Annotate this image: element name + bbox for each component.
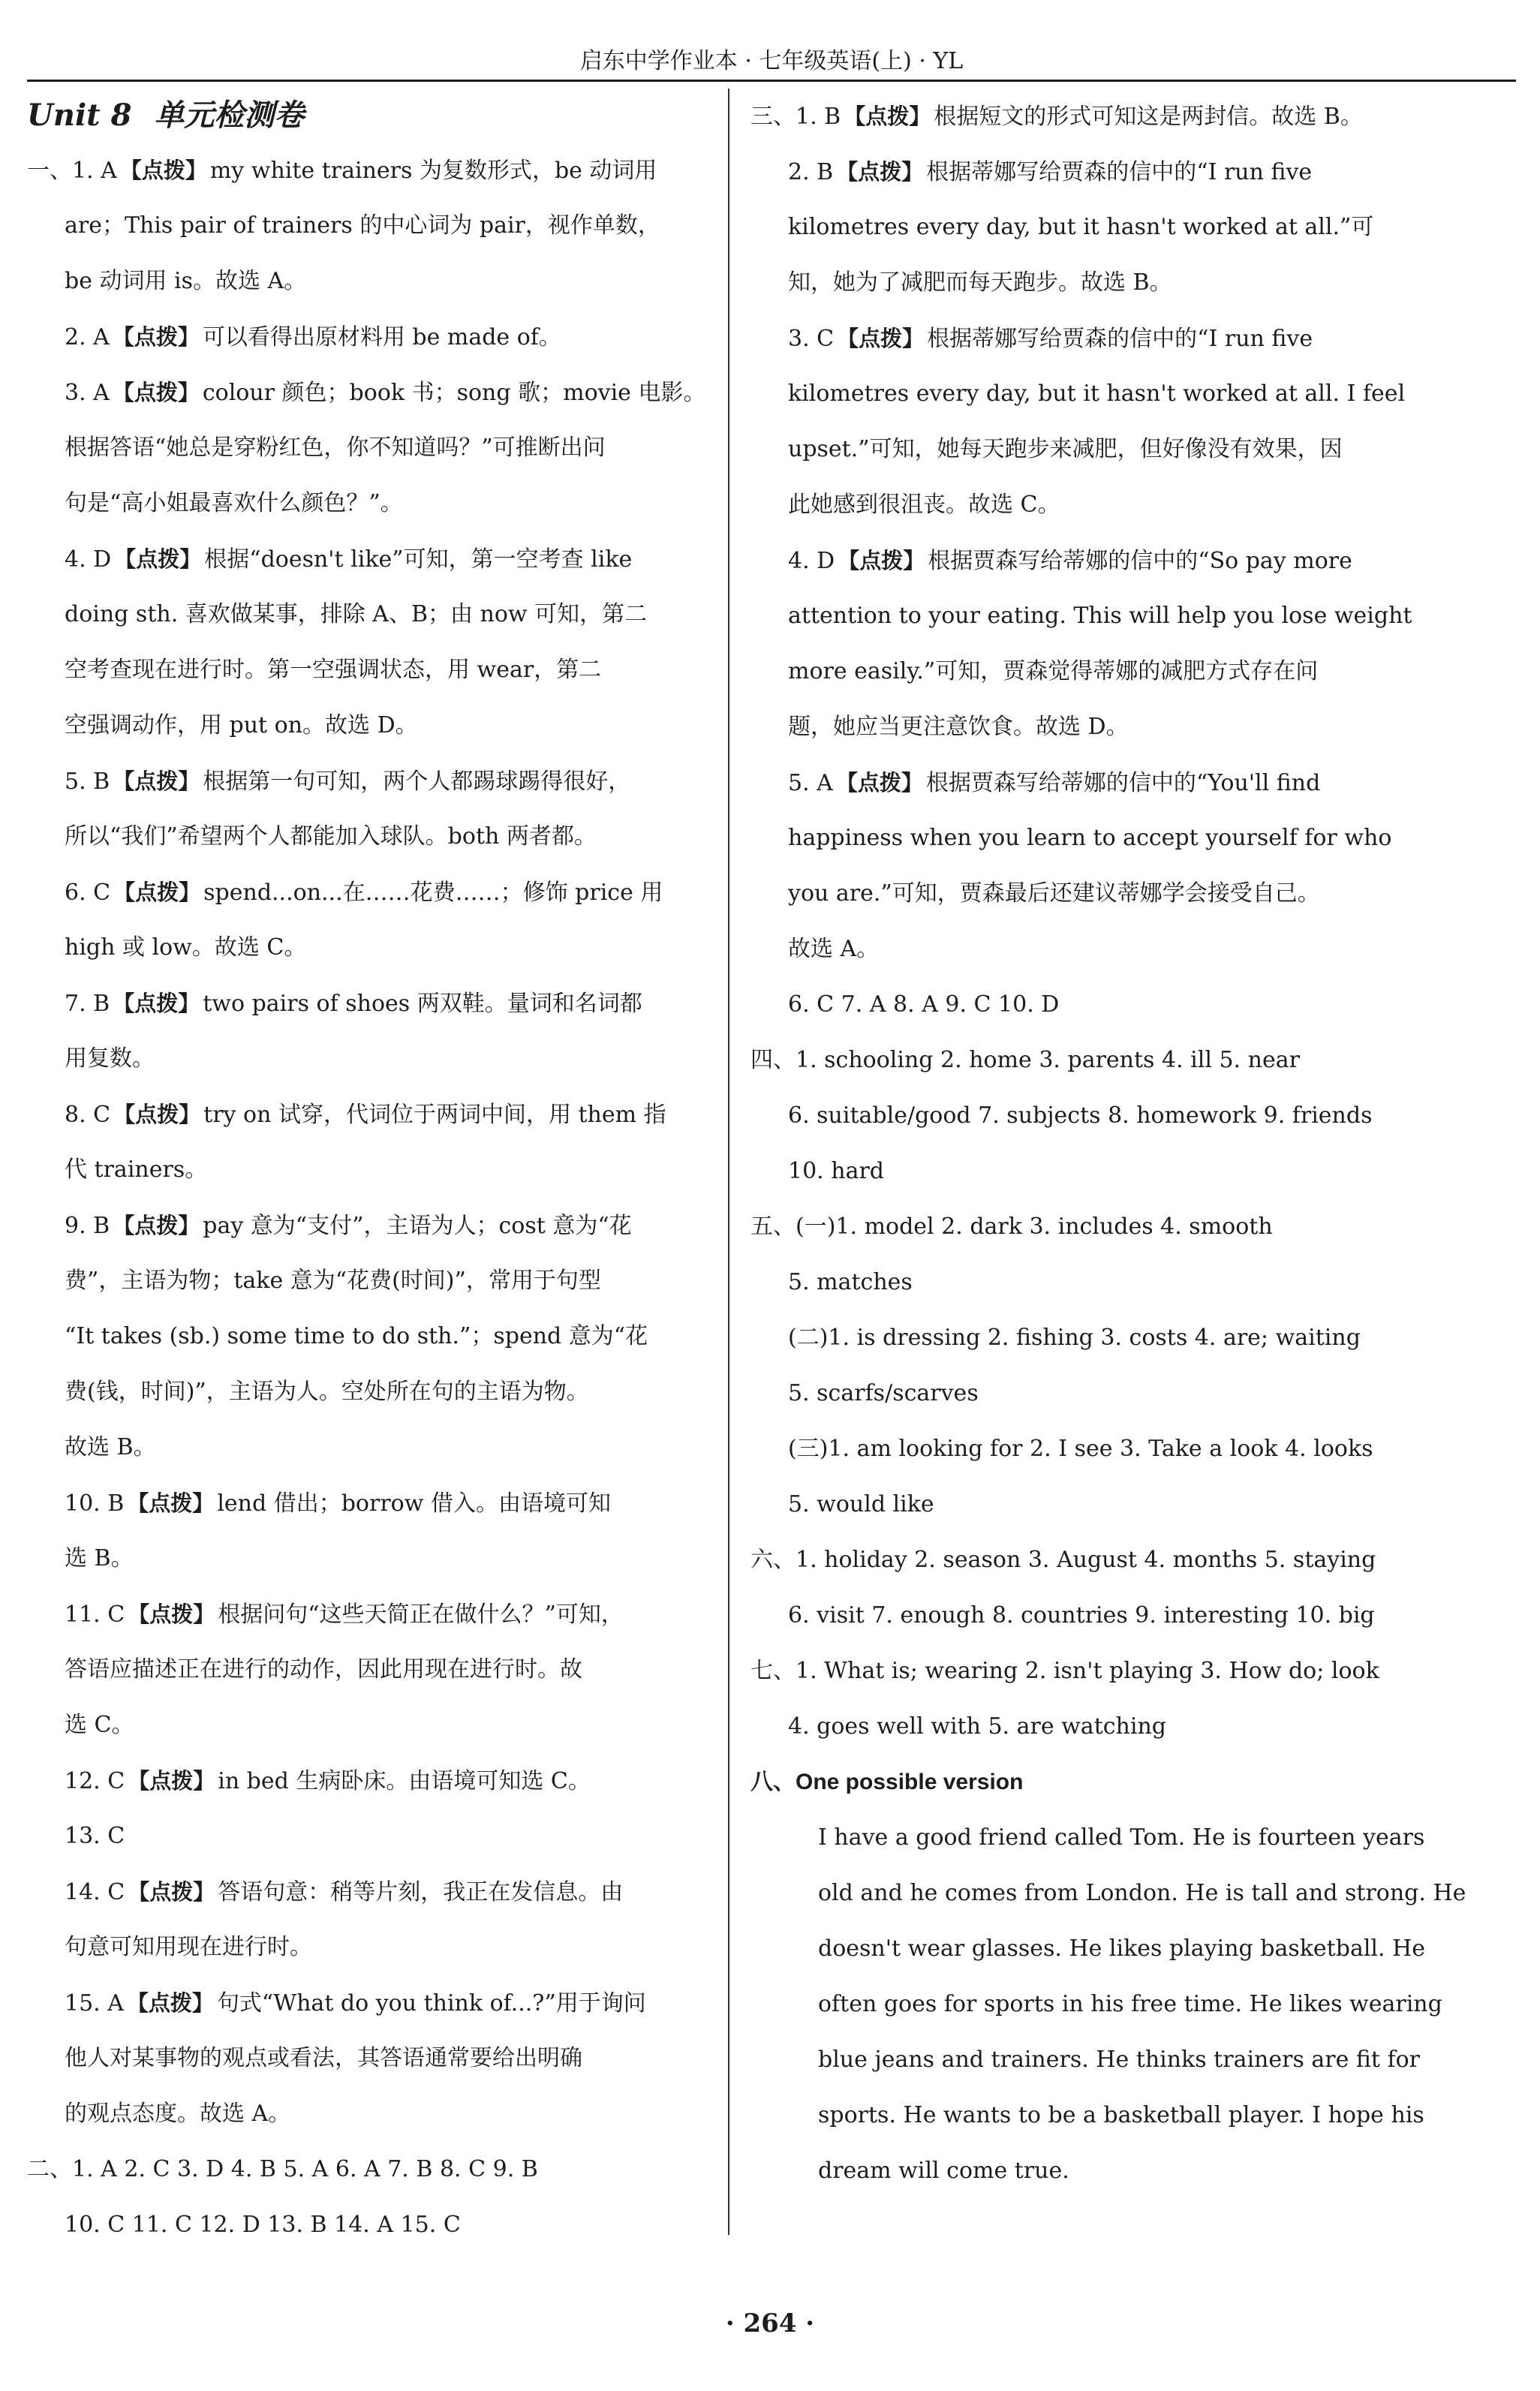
- answer-number: 5. B: [65, 768, 110, 795]
- hint-tag: 【点拨】: [119, 158, 207, 183]
- hint-tag: 【点拨】: [113, 880, 201, 905]
- hint-tag: 【点拨】: [837, 326, 925, 351]
- answer-text: happiness when you learn to accept yourself for who: [788, 825, 1392, 851]
- answer-line: [27, 1698, 702, 1753]
- answer-number: 五、(一)1. model 2. dark 3. includes 4. smooth: [750, 1214, 1273, 1240]
- answer-line: [27, 1142, 702, 1198]
- answer-number: 3. C: [788, 326, 835, 352]
- answer-text: 题，她应当更注意饮食。故选 D。: [788, 714, 1129, 740]
- answer-line: [750, 1366, 1441, 1421]
- answer-line: [27, 865, 702, 920]
- answer-text: 根据贾森写给蒂娜的信中的“You'll find: [925, 770, 1321, 796]
- answer-line: [27, 2086, 702, 2142]
- answer-line: [27, 753, 702, 809]
- answer-text: 所以“我们”希望两个人都能加入球队。both 两者都。: [65, 823, 597, 850]
- answer-text: spend...on...在……花费……；修饰 price 用: [203, 880, 663, 906]
- answer-line: [750, 1532, 1441, 1588]
- answer-text: kilometres every day, but it hasn't worked at all.”可: [788, 214, 1374, 240]
- answer-line: [27, 1975, 702, 2031]
- answer-text: 可以看得出原材料用 be made of。: [202, 324, 561, 350]
- answer-line: [27, 365, 706, 420]
- answer-line: [27, 1253, 702, 1309]
- hint-tag: 【点拨】: [114, 546, 202, 572]
- answer-line: [27, 254, 702, 309]
- answer-line: [27, 1309, 702, 1364]
- answer-line: [750, 1199, 1441, 1255]
- answer-text: I have a good friend called Tom. He is fourteen years: [818, 1824, 1425, 1851]
- answer-line: [750, 699, 1441, 755]
- column-divider: [728, 89, 729, 2235]
- answer-number: 四、1. schooling 2. home 3. parents 4. ill 5. near: [750, 1047, 1300, 1073]
- answer-number: 10. hard: [788, 1158, 884, 1184]
- answer-text: in bed 生病卧床。由语境可知选 C。: [218, 1768, 591, 1794]
- hint-tag: 【点拨】: [838, 548, 925, 573]
- answer-text: 根据贾森写给蒂娜的信中的“So pay more: [928, 548, 1352, 574]
- answer-text: 故选 A。: [788, 936, 880, 962]
- answer-text: 知，她为了减肥而每天跑步。故选 B。: [788, 269, 1172, 296]
- answer-number: 11. C: [65, 1602, 125, 1628]
- answer-number: 三、1. B: [750, 104, 841, 130]
- answer-text: 选 B。: [65, 1545, 134, 1571]
- answer-line: [750, 255, 1441, 311]
- right-answers: [750, 89, 1466, 2199]
- answer-text: 句式“What do you think of...?”用于询问: [216, 1990, 646, 2017]
- answer-text: 选 C。: [65, 1712, 134, 1738]
- hint-tag: 【点拨】: [113, 991, 200, 1016]
- hint-tag: 【点拨】: [126, 1990, 214, 2016]
- answer-text: old and he comes from London. He is tall and strong. He: [818, 1880, 1466, 1906]
- answer-line: [27, 2197, 702, 2253]
- answer-line: [750, 2032, 1441, 2088]
- answer-number: 5. matches: [788, 1269, 913, 1295]
- answer-number: 4. goes well with 5. are watching: [788, 1713, 1166, 1740]
- hint-tag: 【点拨】: [836, 159, 924, 185]
- answer-number: 七、1. What is; wearing 2. isn't playing 3. How do; look: [750, 1658, 1379, 1684]
- answer-line: [750, 866, 1441, 922]
- answer-line: [27, 1920, 702, 1975]
- answer-text: 的观点态度。故选 A。: [65, 2101, 291, 2127]
- answer-line: [750, 1866, 1466, 1921]
- running-header: 启东中学作业本 · 七年级英语(上) · YL: [579, 48, 964, 74]
- answer-text: 根据“doesn't like”可知，第一空考查 like: [204, 546, 633, 573]
- answer-number: 六、1. holiday 2. season 3. August 4. months 5. staying: [750, 1547, 1376, 1573]
- answer-text: high 或 low。故选 C。: [65, 934, 307, 961]
- answer-number: 8. C: [65, 1102, 111, 1128]
- answer-line: [27, 143, 702, 198]
- answer-text: lend 借出；borrow 借入。由语境可知: [217, 1490, 611, 1517]
- page-number: · 264 ·: [725, 2308, 815, 2338]
- answer-line: [27, 1475, 702, 1531]
- answer-number: 6. C: [65, 880, 111, 906]
- answer-line: [27, 476, 702, 531]
- answer-line: [750, 1255, 1441, 1310]
- answer-text: 此她感到很沮丧。故选 C。: [788, 492, 1060, 518]
- answer-line: [27, 1420, 702, 1475]
- answer-line: [750, 477, 1441, 533]
- answer-text: are；This pair of trainers 的中心词为 pair，视作单数，: [65, 212, 660, 239]
- answer-text: try on 试穿，代词位于两词中间，用 them 指: [203, 1102, 666, 1128]
- answer-line: [750, 644, 1441, 699]
- answer-text: pay 意为“支付”，主语为人；cost 意为“花: [203, 1213, 632, 1239]
- answer-number: 12. C: [65, 1768, 125, 1794]
- hint-tag: 【点拨】: [112, 324, 200, 350]
- answer-number: 10. C 11. C 12. D 13. B 14. A 15. C: [65, 2212, 461, 2238]
- answer-text: upset.”可知，她每天跑步来减肥，但好像没有效果，因: [788, 436, 1343, 462]
- answer-text: “It takes (sb.) some time to do sth.”；spend 意为“花: [65, 1323, 648, 1349]
- answer-line: [27, 1864, 702, 1920]
- answer-line: [750, 89, 1441, 144]
- answer-number: 14. C: [65, 1879, 125, 1905]
- answer-line: [750, 144, 1441, 200]
- answer-text: kilometres every day, but it hasn't worked at all. I feel: [788, 380, 1406, 407]
- answer-line: [27, 698, 702, 753]
- answer-number: (二)1. is dressing 2. fishing 3. costs 4. are; waiting: [788, 1325, 1361, 1351]
- answer-text: 答语应描述正在进行的动作，因此用现在进行时。故: [65, 1656, 582, 1683]
- hint-tag: 【点拨】: [844, 104, 931, 129]
- answer-line: [27, 1031, 702, 1087]
- answer-text: doing sth. 喜欢做某事，排除 A、B；由 now 可知，第二: [65, 601, 648, 627]
- answer-text: colour 颜色；book 书；song 歌；movie 电影。: [202, 380, 706, 406]
- answer-line: [750, 1755, 1441, 1810]
- answer-text: two pairs of shoes 两双鞋。量词和名词都: [203, 991, 642, 1017]
- answer-line: [750, 1699, 1441, 1755]
- left-column: [27, 89, 706, 2253]
- answer-line: [27, 1364, 702, 1420]
- answer-line: [27, 809, 702, 865]
- answer-text: blue jeans and trainers. He thinks trainers are fit for: [818, 2047, 1421, 2073]
- answer-text: be 动词用 is。故选 A。: [65, 268, 307, 294]
- answer-line: [750, 1310, 1441, 1366]
- answer-text: attention to your eating. This will help you lose weight: [788, 603, 1412, 629]
- answer-line: [27, 1809, 702, 1864]
- answer-number: 5. would like: [788, 1491, 934, 1517]
- answer-line: [27, 531, 702, 587]
- unit-subtitle: 单元检测卷: [154, 98, 305, 133]
- answer-line: [750, 1977, 1441, 2032]
- answer-text: 根据蒂娜写给贾森的信中的“I run five: [926, 159, 1313, 185]
- hint-tag: 【点拨】: [128, 1879, 215, 1905]
- hint-tag: 【点拨】: [112, 380, 200, 405]
- answer-line: [27, 420, 702, 476]
- answer-text: 用复数。: [65, 1045, 155, 1072]
- answer-number: 2. B: [788, 159, 834, 185]
- answer-line: [27, 1586, 702, 1642]
- answer-line: [750, 533, 1441, 588]
- right-column: [750, 89, 1466, 2199]
- answer-text: you are.”可知，贾森最后还建议蒂娜学会接受自己。: [788, 880, 1320, 907]
- answer-text: more easily.”可知，贾森觉得蒂娜的减肥方式存在问: [788, 658, 1319, 684]
- answer-line: [750, 755, 1441, 811]
- answer-number: 一、1. A: [27, 158, 117, 184]
- answer-line: [750, 1644, 1441, 1699]
- unit-name: Unit 8: [27, 98, 132, 133]
- answer-number: 5. scarfs/scarves: [788, 1380, 979, 1406]
- answer-text: 句意可知用现在进行时。: [65, 1934, 312, 1960]
- answer-number: 6. C 7. A 8. A 9. C 10. D: [788, 991, 1060, 1018]
- answer-text: 费”，主语为物；take 意为“花费(时间)”，常用于句型: [65, 1268, 601, 1294]
- hint-tag: 【点拨】: [128, 1602, 215, 1627]
- answer-text: 费(钱，时间)”，主语为人。空处所在句的主语为物。: [65, 1379, 589, 1405]
- answer-line: [27, 198, 702, 254]
- answer-text: 根据蒂娜写给贾森的信中的“I run five: [927, 326, 1313, 352]
- answer-text: my white trainers 为复数形式，be 动词用: [209, 158, 657, 184]
- answer-number: 5. A: [788, 770, 833, 796]
- answer-line: [27, 1087, 702, 1142]
- answer-number: 9. B: [65, 1213, 110, 1239]
- answer-text: 根据答语“她总是穿粉红色，你不知道吗？”可推断出问: [65, 435, 606, 461]
- hint-tag: 【点拨】: [113, 1102, 201, 1127]
- answer-text: 故选 B。: [65, 1434, 156, 1460]
- answer-number: (三)1. am looking for 2. I see 3. Take a look 4. looks: [788, 1436, 1373, 1462]
- answer-line: [27, 976, 702, 1031]
- answer-text: 答语句意：稍等片刻，我正在发信息。由: [218, 1879, 624, 1905]
- answer-line: [27, 1531, 702, 1586]
- left-answers: [27, 143, 706, 2253]
- answer-text: 根据第一句可知，两个人都踢球踢得很好，: [203, 768, 631, 795]
- answer-number: 13. C: [65, 1823, 125, 1849]
- answer-text: 根据短文的形式可知这是两封信。故选 B。: [934, 104, 1363, 130]
- answer-line: [750, 311, 1441, 366]
- answer-line: [750, 366, 1441, 422]
- answer-text: 空强调动作，用 put on。故选 D。: [65, 712, 418, 738]
- answer-number: 10. B: [65, 1490, 125, 1517]
- answer-line: [750, 977, 1441, 1033]
- answer-number: 4. D: [65, 546, 112, 573]
- answer-line: [750, 2088, 1441, 2143]
- answer-number: 4. D: [788, 548, 835, 574]
- hint-tag: 【点拨】: [835, 770, 923, 795]
- answer-number: 6. suitable/good 7. subjects 8. homework 9. friends: [788, 1102, 1373, 1129]
- answer-number: 6. visit 7. enough 8. countries 9. interesting 10. big: [788, 1602, 1375, 1629]
- hint-tag: 【点拨】: [113, 768, 200, 794]
- answer-line: [27, 309, 702, 365]
- answer-line: [750, 1088, 1441, 1144]
- answer-number: 二、1. A 2. C 3. D 4. B 5. A 6. A 7. B 8. C 9. B: [27, 2156, 538, 2182]
- answer-text: sports. He wants to be a basketball player. I hope his: [818, 2102, 1424, 2128]
- answer-line: [27, 1753, 702, 1809]
- answer-line: [750, 1144, 1441, 1199]
- hint-tag: 【点拨】: [128, 1768, 215, 1794]
- answer-line: [750, 588, 1441, 644]
- answer-line: [750, 2143, 1441, 2199]
- answer-line: [27, 2031, 702, 2086]
- answer-line: [750, 1588, 1441, 1644]
- answer-line: [750, 811, 1441, 866]
- answer-line: [750, 200, 1441, 255]
- answer-number: 八、One possible version: [750, 1770, 1024, 1794]
- answer-number: 2. A: [65, 324, 110, 350]
- answer-text: 他人对某事物的观点或看法，其答语通常要给出明确: [65, 2045, 582, 2071]
- answer-text: 根据问句“这些天简正在做什么？”可知，: [218, 1602, 624, 1628]
- answer-line: [27, 642, 702, 698]
- answer-line: [750, 1477, 1441, 1532]
- answer-line: [27, 1198, 702, 1253]
- answer-number: 15. A: [65, 1990, 124, 2017]
- answer-text: dream will come true.: [818, 2158, 1069, 2184]
- hint-tag: 【点拨】: [113, 1213, 200, 1238]
- answer-line: [27, 920, 702, 976]
- hint-tag: 【点拨】: [127, 1490, 215, 1516]
- unit-title: [27, 89, 702, 143]
- answer-line: [27, 587, 702, 642]
- answer-line: [27, 1642, 702, 1698]
- answer-text: often goes for sports in his free time. He likes wearing: [818, 1991, 1442, 2017]
- answer-line: [750, 422, 1441, 477]
- answer-text: 空考查现在进行时。第一空强调状态，用 wear，第二: [65, 657, 602, 683]
- answer-line: [750, 1421, 1441, 1477]
- answer-text: 代 trainers。: [65, 1156, 208, 1183]
- answer-number: 7. B: [65, 991, 110, 1017]
- answer-line: [27, 2142, 702, 2197]
- answer-text: doesn't wear glasses. He likes playing basketball. He: [818, 1935, 1426, 1962]
- answer-text: 句是“高小姐最喜欢什么颜色？”。: [65, 490, 403, 516]
- answer-line: [750, 1921, 1441, 1977]
- answer-line: [750, 1033, 1441, 1088]
- answer-number: 3. A: [65, 380, 110, 406]
- answer-line: [750, 1810, 1441, 1866]
- header-rule: [27, 80, 1516, 82]
- answer-line: [750, 922, 1441, 977]
